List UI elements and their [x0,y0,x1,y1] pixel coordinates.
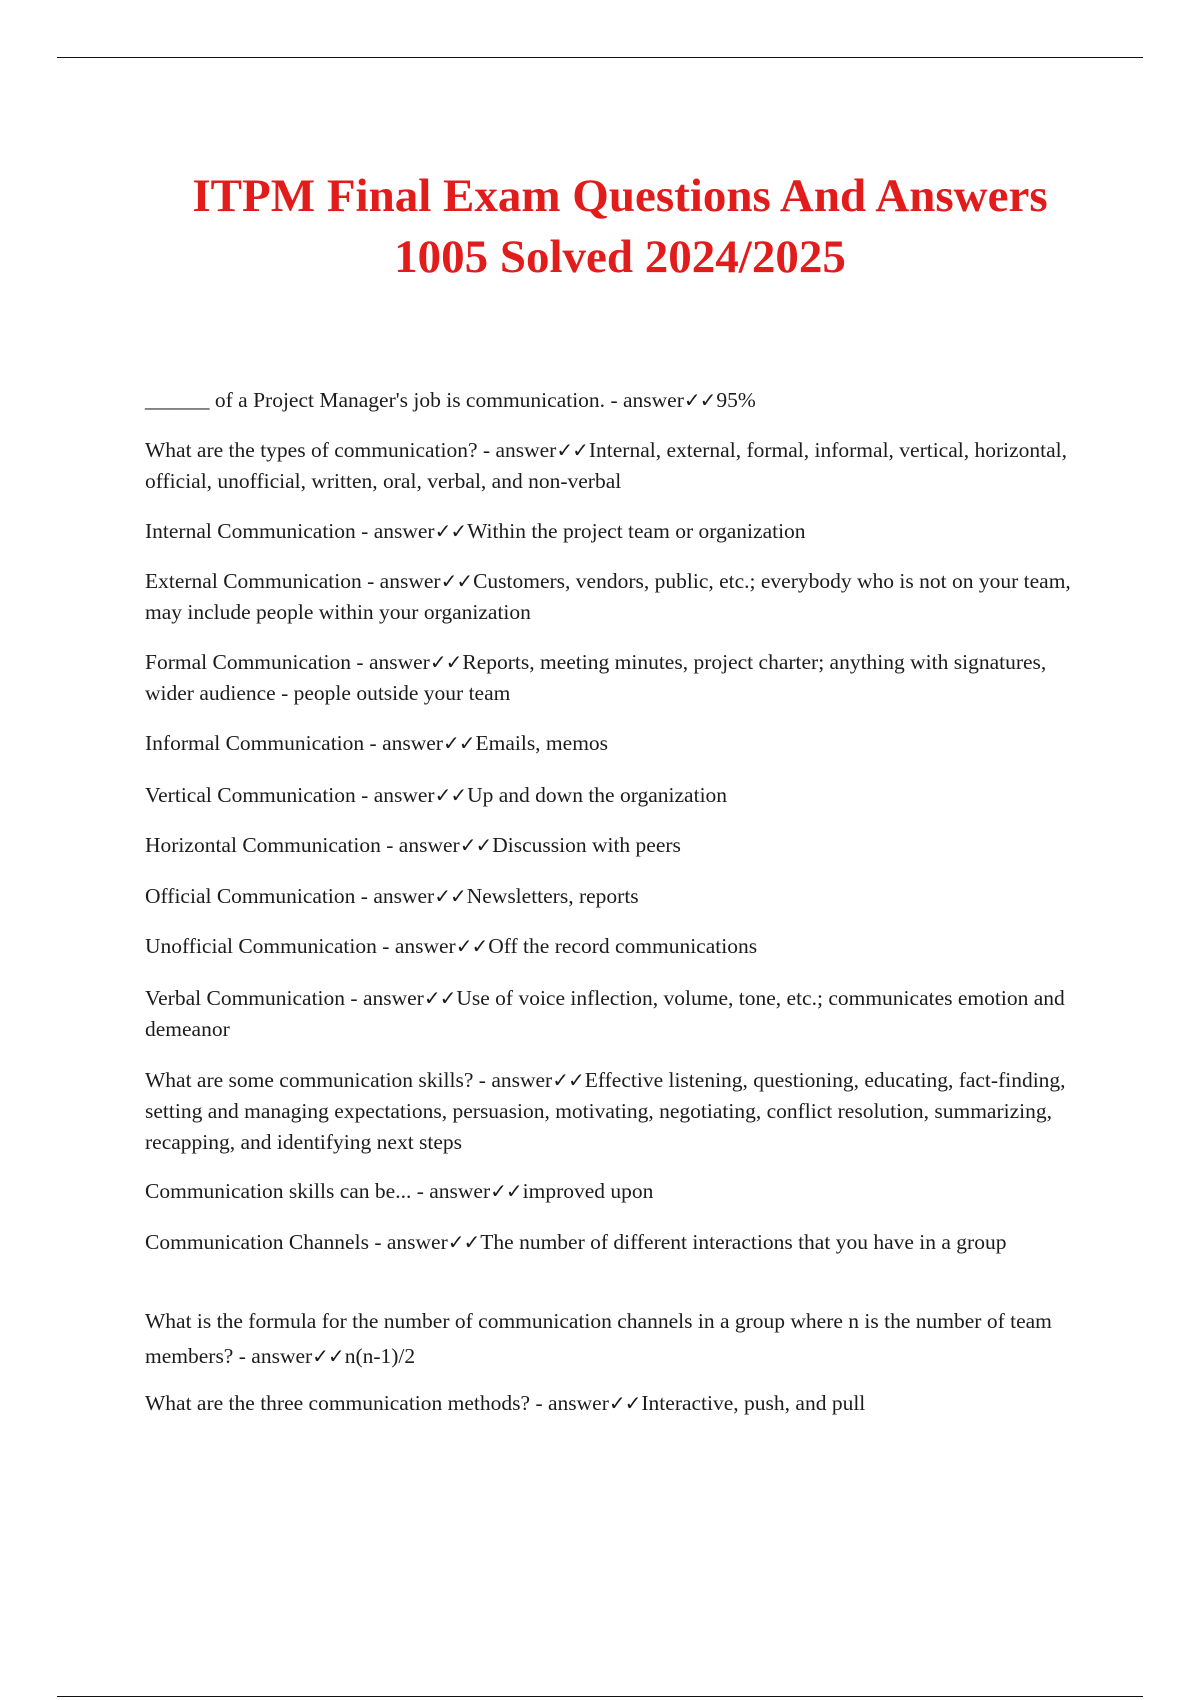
question-text: Communication skills can be... [145,1179,412,1203]
check-icon: ✓✓ [429,650,462,674]
answer-label: answer [394,934,456,958]
answer-text: n(n-1)/2 [344,1344,416,1368]
separator: - [355,783,374,807]
question-text: Communication Channels [145,1230,369,1254]
separator: - [368,1230,387,1254]
check-icon: ✓✓ [434,783,467,807]
answer-text: Up and down the organization [467,783,728,807]
qa-item [145,385,1090,416]
answer-text: The number of different interactions that you have in a group [480,1230,1007,1254]
check-icon: ✓✓ [490,1179,522,1203]
qa-item [145,931,1090,962]
answer-text: Customers, vendors, public, etc.; everybody who is not on your team, may include people within your organization [145,569,1071,624]
answer-label: answer [368,650,430,674]
check-icon: ✓✓ [556,438,588,462]
qa-item [145,728,1090,759]
question-text: Unofficial Communication [145,934,377,958]
separator: - [364,731,383,755]
question-text: Formal Communication [145,650,352,674]
question-text: What is the formula for the number of communication channels in a group where n is the number of team members? [145,1309,1052,1368]
top-rule [57,57,1143,58]
answer-label: answer [429,1179,491,1203]
answer-text: Internal, external, formal, informal, vertical, horizontal, official, unofficial, written, oral, verbal, and non-verbal [145,438,1068,493]
qa-item [145,780,1090,811]
check-icon: ✓✓ [455,934,488,958]
answer-text: Newsletters, reports [466,884,639,908]
qa-item [145,1388,1090,1419]
question-text: Verbal Communication [145,986,346,1010]
answer-label: answer [379,569,441,593]
question-text: What are the types of communication? [145,438,478,462]
title-line-1: ITPM Final Exam Questions And Answers [192,170,1048,222]
answer-label: answer [495,438,557,462]
qa-item [145,1304,1090,1374]
qa-item [145,1227,1090,1258]
answer-label: answer [251,1344,313,1368]
answer-text: Emails, memos [475,731,609,755]
question-text: Internal Communication [145,519,356,543]
check-icon: ✓✓ [447,1230,480,1254]
answer-label: answer [386,1230,448,1254]
separator: - [530,1391,548,1415]
separator: - [355,884,374,908]
separator: - [361,569,380,593]
question-text: Official Communication [145,884,356,908]
answer-text: 95% [716,388,756,412]
qa-item [145,647,1090,709]
separator: - [411,1179,430,1203]
answer-text: Off the record communications [488,934,758,958]
check-icon: ✓✓ [434,884,466,908]
qa-item [145,566,1090,628]
bottom-rule [57,1696,1143,1697]
document-title [100,166,1140,288]
title-line-2: 1005 Solved 2024/2025 [394,231,846,283]
answer-label: answer [382,731,443,755]
check-icon: ✓✓ [442,731,475,755]
question-text: ______ of a Project Manager's job is communication. [145,388,606,412]
answer-label: answer [622,388,684,412]
separator: - [477,438,496,462]
qa-item [145,830,1090,861]
check-icon: ✓✓ [312,1344,344,1368]
separator: - [473,1068,492,1092]
question-text: External Communication [145,569,362,593]
answer-label: answer [373,783,435,807]
separator: - [355,519,374,543]
question-text: What are the three communication methods? [145,1391,531,1415]
answer-label: answer [373,884,435,908]
check-icon: ✓✓ [608,1391,641,1415]
answer-label: answer [362,986,424,1010]
question-text: Informal Communication [145,731,365,755]
qa-item [145,1065,1090,1158]
question-text: Horizontal Communication [145,833,381,857]
answer-label: answer [547,1391,609,1415]
separator: - [605,388,623,412]
check-icon: ✓✓ [459,833,492,857]
answer-text: Use of voice inflection, volume, tone, etc.; communicates emotion and demeanor [145,986,1065,1041]
separator: - [380,833,399,857]
check-icon: ✓✓ [683,388,716,412]
check-icon: ✓✓ [423,986,456,1010]
qa-item [145,1176,1090,1207]
qa-item [145,983,1090,1045]
qa-item [145,516,1090,547]
qa-item [145,881,1090,912]
check-icon: ✓✓ [434,519,467,543]
answer-label: answer [491,1068,553,1092]
separator: - [351,650,369,674]
check-icon: ✓✓ [552,1068,584,1092]
answer-text: Discussion with peers [492,833,681,857]
question-text: What are some communication skills? [145,1068,474,1092]
answer-text: Within the project team or organization [467,519,806,543]
answer-text: Reports, meeting minutes, project charter; anything with signatures, wider audience - people outside your team [145,650,1047,705]
answer-text: Effective listening, questioning, educating, fact-finding, setting and managing expectations, persuasion, motivating, negotiating, conflict resolution, summarizing, recapping, and identifying next steps [145,1068,1066,1154]
answer-text: Interactive, push, and pull [641,1391,866,1415]
qa-item [145,435,1090,497]
question-text: Vertical Communication [145,783,356,807]
separator: - [233,1344,252,1368]
answer-label: answer [398,833,460,857]
separator: - [345,986,363,1010]
check-icon: ✓✓ [440,569,473,593]
answer-text: improved upon [522,1179,654,1203]
separator: - [376,934,395,958]
answer-label: answer [373,519,435,543]
